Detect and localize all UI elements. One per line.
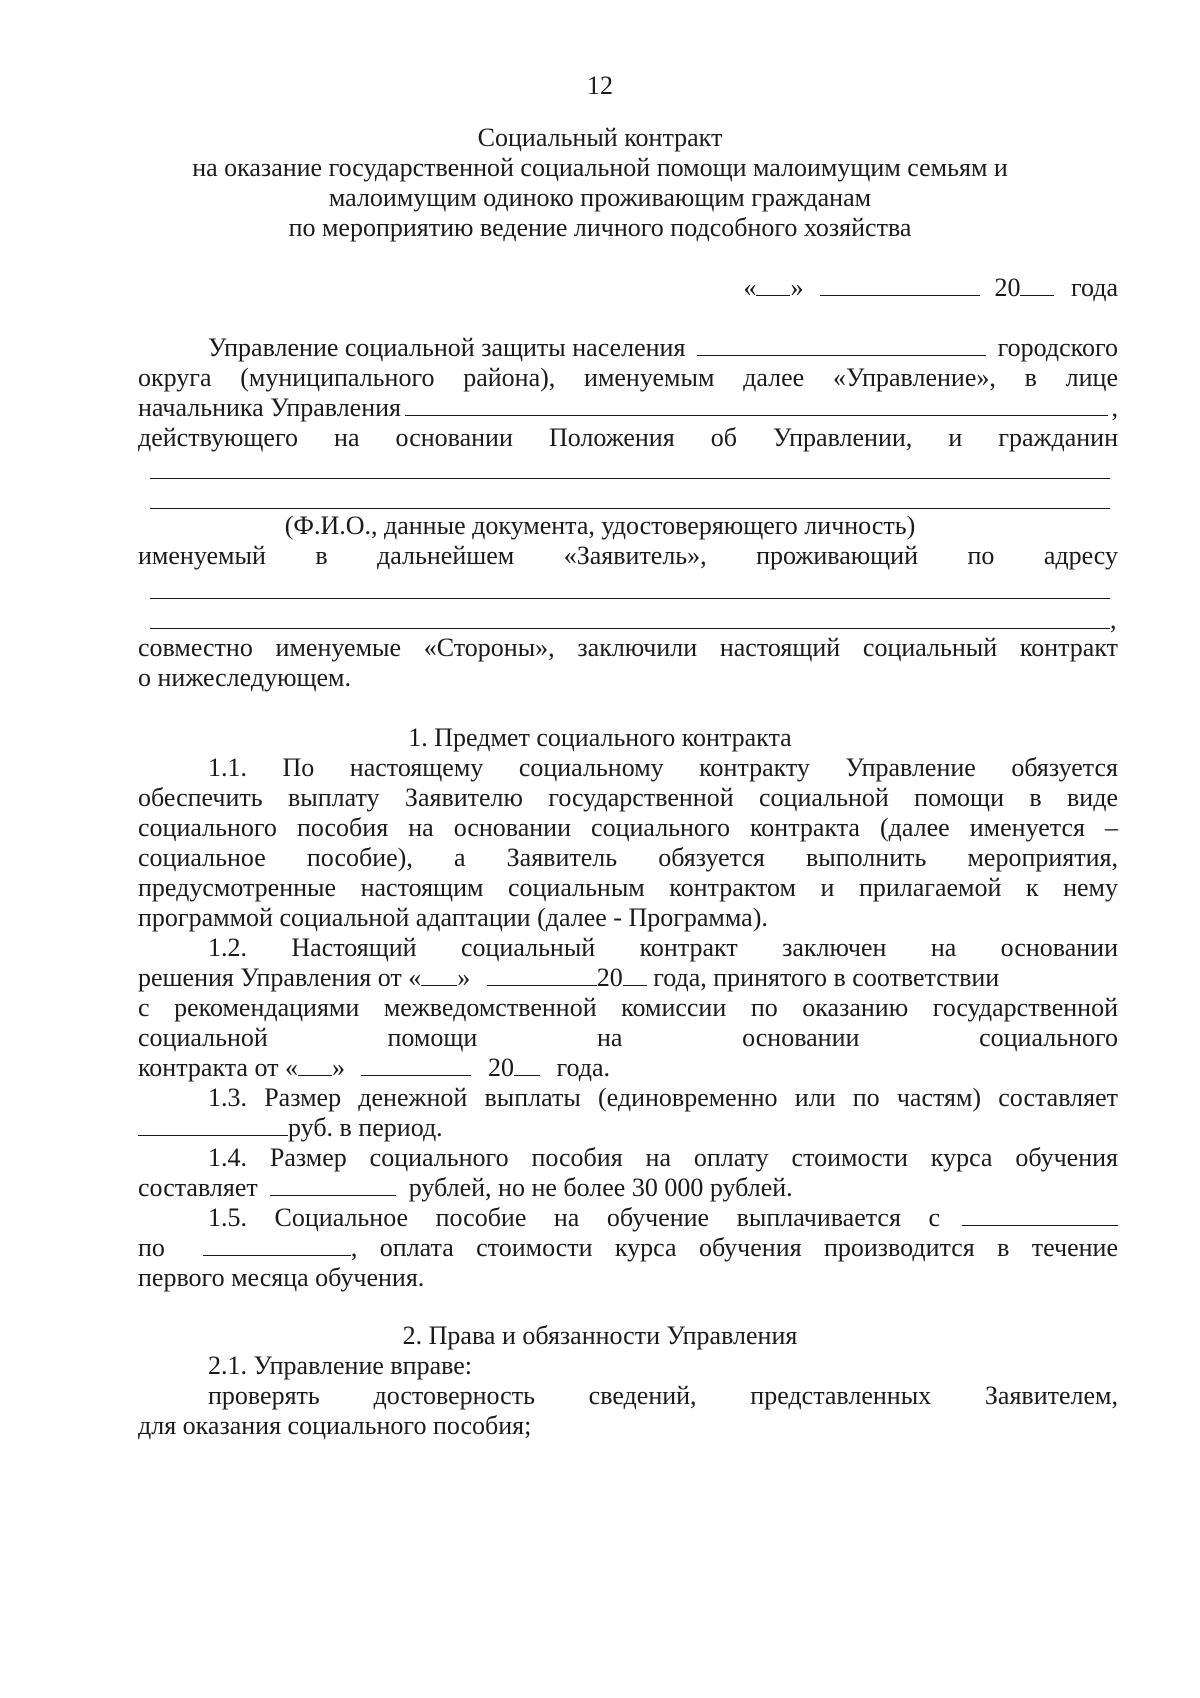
payment-amount-blank[interactable]: [138, 1113, 288, 1136]
s1-3-line-1: 1.3. Размер денежной выплаты (единовременно или по частям) составляет: [208, 1083, 1118, 1112]
department-blank[interactable]: [697, 333, 985, 356]
s1-1-line-4: социальное пособие), а Заявитель обязуется выполнить мероприятия,: [138, 843, 1118, 872]
contract-day-blank[interactable]: [298, 1053, 332, 1076]
s1-2-line-1: 1.2. Настоящий социальный контракт заключен на основании: [208, 933, 1118, 962]
quote-close: »: [331, 1053, 345, 1082]
s1-2-text: решения Управления от «: [138, 963, 422, 992]
s2-1-line-2: проверять достоверность сведений, представленных Заявителем,: [208, 1381, 1118, 1410]
preamble-line-3: [138, 392, 1118, 424]
preamble-text: начальника Управления: [138, 393, 402, 422]
year-suffix: года: [1070, 273, 1118, 302]
year-prefix: 20: [596, 963, 623, 992]
s1-2-line-5: [138, 1052, 1118, 1084]
s1-3-line-2: [138, 1112, 1118, 1144]
contract-month-blank[interactable]: [361, 1053, 471, 1076]
s1-5-text: по: [138, 1233, 165, 1262]
title-line-3: малоимущим одиноко проживающим гражданам: [328, 183, 872, 212]
s1-5-line-2: [138, 1232, 1118, 1264]
s1-2-line-3: с рекомендациями межведомственной комиссии по оказанию государственной: [138, 993, 1118, 1022]
s1-3-text: руб. в период.: [288, 1113, 443, 1142]
s1-2-line-4: социальной помощи на основании социального: [138, 1023, 1118, 1052]
fio-caption: (Ф.И.О., данные документа, удостоверяющего личность): [284, 511, 916, 540]
s1-2-text: контракта от «: [138, 1053, 298, 1082]
address-blank-1[interactable]: [150, 598, 1110, 599]
s1-1-line-2: обеспечить выплату Заявителю государственной социальной помощи в виде: [138, 783, 1118, 812]
s2-1-line-3: для оказания социального пособия;: [138, 1411, 532, 1440]
s1-1-line-3: социального пособия на основании социального контракта (далее именуется –: [138, 813, 1118, 842]
head-name-blank[interactable]: [405, 393, 1107, 416]
s1-1-line-6: программой социальной адаптации (далее - Программа).: [138, 903, 768, 932]
s1-5-line-3: первого месяца обучения.: [138, 1263, 425, 1292]
citizen-blank-1[interactable]: [150, 478, 1110, 479]
pay-from-blank[interactable]: [962, 1203, 1118, 1226]
s1-2-text: года, принятого в соответствии: [653, 963, 1000, 992]
address-blank-2[interactable]: [150, 628, 1110, 629]
contract-year-blank[interactable]: [514, 1053, 540, 1076]
citizen-blank-2[interactable]: [150, 508, 1110, 509]
section-1-heading: 1. Предмет социального контракта: [408, 723, 792, 752]
decision-day-blank[interactable]: [421, 963, 457, 986]
quote-close: »: [790, 273, 804, 302]
pay-to-blank[interactable]: [203, 1233, 351, 1256]
day-blank[interactable]: [756, 273, 790, 296]
title-line-2: на оказание государственной социальной помощи малоимущим семьям и: [192, 153, 1008, 182]
month-blank[interactable]: [820, 273, 980, 296]
preamble-line-4: действующего на основании Положения об Управлении, и гражданин: [138, 423, 1118, 452]
s1-4-text: рублей, но не более 30 000 рублей.: [408, 1173, 793, 1202]
s1-5-text: , оплата стоимости курса обучения производится в течение: [350, 1233, 1118, 1262]
s1-2-line-2: [138, 962, 1118, 994]
preamble-line-8: о нижеследующем.: [138, 663, 352, 692]
quote-open: «: [743, 273, 757, 302]
preamble-line-1: [208, 332, 1118, 364]
title-line-4: по мероприятию ведение личного подсобного хозяйства: [288, 213, 912, 242]
preamble-text: Управление социальной защиты населения: [208, 333, 686, 362]
section-2-heading: 2. Права и обязанности Управления: [402, 1321, 798, 1350]
decision-month-blank[interactable]: [487, 963, 597, 986]
date-line: [0, 272, 1118, 304]
course-amount-blank[interactable]: [270, 1173, 396, 1196]
preamble-text: городского: [997, 333, 1118, 362]
preamble-line-5: именуемый в дальнейшем «Заявитель», проживающий по адресу: [138, 541, 1118, 570]
year-blank[interactable]: [1020, 273, 1054, 296]
comma: ,: [1111, 393, 1118, 422]
s1-1-line-1: 1.1. По настоящему социальному контракту Управление обязуется: [208, 753, 1118, 782]
s1-1-line-5: предусмотренные настоящим социальным контрактом и прилагаемой к нему: [138, 873, 1118, 902]
comma: ,: [1110, 605, 1117, 634]
year-prefix: 20: [487, 1053, 514, 1082]
year-prefix: 20: [994, 273, 1021, 302]
page-number: 12: [587, 71, 613, 100]
s1-2-text: года.: [556, 1053, 611, 1082]
preamble-line-2: округа (муниципального района), именуемым далее «Управление», в лице: [138, 363, 1118, 392]
s1-4-text: составляет: [138, 1173, 258, 1202]
s2-1-line-1: 2.1. Управление вправе:: [208, 1351, 473, 1380]
quote-close: »: [457, 963, 471, 992]
s1-4-line-2: [138, 1172, 1118, 1204]
decision-year-blank[interactable]: [623, 963, 647, 986]
s1-5-line-1: [208, 1202, 1118, 1234]
preamble-line-7: совместно именуемые «Стороны», заключили настоящий социальный контракт: [138, 633, 1118, 662]
s1-5-text: 1.5. Социальное пособие на обучение выплачивается с: [208, 1203, 940, 1232]
title-line-1: Социальный контракт: [477, 123, 723, 152]
s1-4-line-1: 1.4. Размер социального пособия на оплату стоимости курса обучения: [208, 1143, 1118, 1172]
